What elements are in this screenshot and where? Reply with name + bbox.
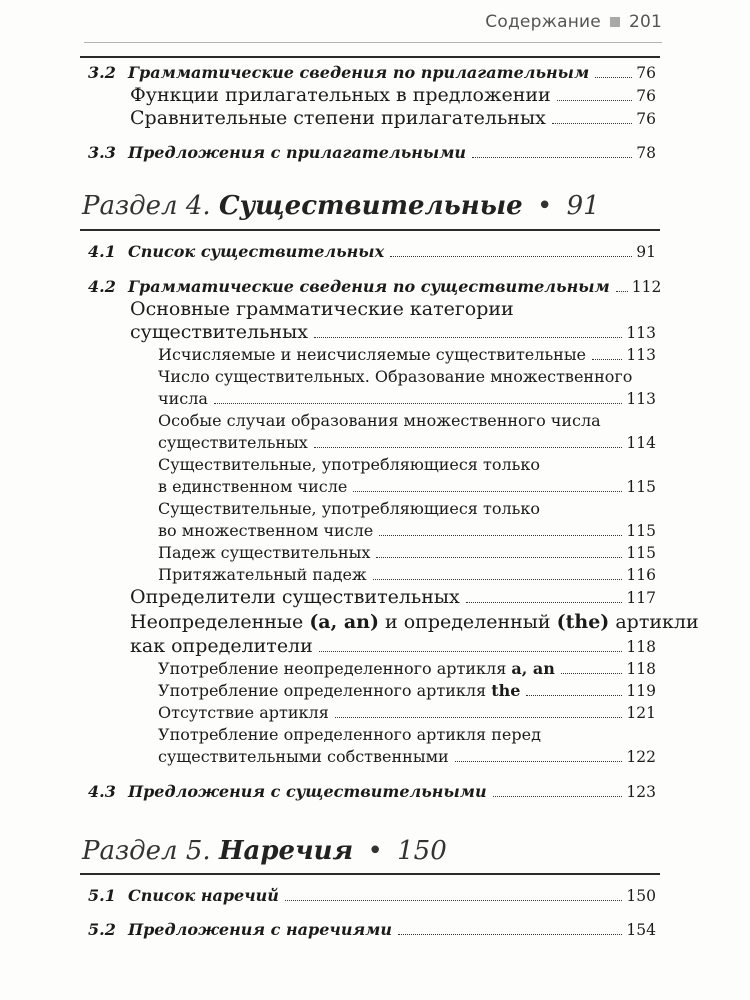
page-ref: 115: [626, 522, 656, 540]
toc-entry-5-2[interactable]: [88, 919, 656, 941]
page-number: 201: [628, 12, 662, 32]
entry-title: Функции прилагательных в предложении: [130, 84, 551, 106]
section-title: Предложения с наречиями: [128, 920, 393, 939]
page-ref: 117: [626, 589, 656, 607]
page-ref: 76: [636, 87, 656, 105]
section-number: 4.1: [88, 242, 116, 261]
leader-dots: [616, 291, 628, 292]
page-ref: 116: [626, 566, 656, 584]
toc-entry-case[interactable]: [88, 542, 656, 564]
page-ref: 115: [626, 544, 656, 562]
part-name: Существительные: [218, 191, 523, 221]
entry-title: как определители: [130, 635, 313, 657]
toc-entry-4-1[interactable]: [88, 241, 656, 263]
leader-dots: [552, 123, 632, 124]
toc-entry-proper-nouns-line1: Употребление определенного артикля перед: [158, 725, 541, 744]
leader-dots: [319, 651, 623, 652]
leader-dots: [526, 695, 622, 696]
running-header-title: Содержание: [485, 12, 601, 32]
leader-dots: [390, 256, 632, 257]
toc-entry-adj-functions[interactable]: [88, 84, 656, 107]
leader-dots: [373, 579, 623, 580]
entry-title-text: Употребление определенного артикля: [158, 681, 492, 700]
entry-title-text: Употребление неопределенного артикля: [158, 659, 512, 678]
toc-entry-countable[interactable]: [88, 344, 656, 366]
entry-title: Исчисляемые и неисчисляемые существительные: [158, 345, 587, 364]
page-ref: 78: [636, 144, 656, 162]
page-ref: 112: [631, 278, 662, 296]
page-ref: 154: [626, 921, 656, 939]
leader-dots: [472, 157, 632, 158]
part-name: Наречия: [218, 836, 354, 866]
page-ref: 118: [626, 638, 656, 656]
leader-dots: [595, 77, 632, 78]
page-ref: 76: [636, 64, 656, 82]
entry-title: [158, 658, 555, 680]
toc-entry-5-1[interactable]: [88, 885, 656, 907]
page-ref: 118: [626, 660, 656, 678]
leader-dots: [592, 359, 622, 360]
leader-dots: [561, 673, 623, 674]
leader-dots: [398, 934, 622, 935]
toc-entry-4-3[interactable]: [88, 781, 656, 803]
part-page: 150: [397, 836, 447, 866]
articles-bold-a-an: (a, an): [309, 611, 379, 633]
toc-entry-3-2[interactable]: [88, 62, 656, 84]
page-ref: 123: [626, 783, 656, 801]
articles-text-3: артикли: [609, 611, 699, 633]
articles-bold-the: (the): [556, 611, 610, 633]
page-ref: 122: [626, 748, 656, 766]
table-of-contents: [82, 56, 699, 941]
leader-dots: [285, 900, 622, 901]
page-ref: 113: [626, 324, 656, 342]
toc-entry-categories[interactable]: [88, 321, 656, 344]
section-number: 4.2: [88, 277, 116, 296]
toc-entry-special-plural-line1: Особые случаи образования множественного числа: [158, 411, 601, 430]
section-title: Предложения с существительными: [128, 782, 487, 801]
leader-dots: [376, 557, 622, 558]
toc-entry-no-article[interactable]: [88, 702, 656, 724]
page-ref: 113: [626, 390, 656, 408]
toc-entry-articles-line1: [88, 610, 699, 635]
part-prefix: Раздел 4.: [82, 191, 211, 221]
toc-entry-4-2[interactable]: [88, 276, 662, 298]
leader-dots: [493, 796, 623, 797]
section-number: 5.2: [88, 920, 116, 939]
running-header: [485, 12, 662, 32]
section-number: 3.3: [88, 143, 116, 162]
entry-title: Сравнительные степени прилагательных: [130, 107, 546, 129]
page-ref: 121: [626, 704, 656, 722]
toc-entry-determiners[interactable]: [88, 586, 656, 610]
toc-entry-plural-line1: Число существительных. Образование множественного: [158, 367, 633, 386]
part-5-heading: [82, 836, 656, 866]
section-number: 4.3: [88, 782, 116, 801]
section-title: Список существительных: [128, 242, 385, 261]
entry-title: Определители существительных: [130, 586, 460, 608]
section-title: Грамматические сведения по существительным: [128, 277, 610, 296]
toc-entry-articles[interactable]: [88, 635, 656, 658]
toc-entry-plural-only[interactable]: [88, 520, 656, 542]
section-title: Список наречий: [128, 886, 279, 905]
toc-entry-special-plural[interactable]: [88, 432, 656, 454]
entry-title: существительных: [158, 433, 308, 452]
toc-entry-singular-only-line1: Существительные, употребляющиеся только: [158, 455, 540, 474]
entry-title-bold: a, an: [511, 659, 555, 678]
section-number: 5.1: [88, 886, 116, 905]
toc-entry-proper-nouns[interactable]: [88, 746, 656, 768]
entry-title: во множественном числе: [158, 521, 374, 540]
header-rule: [84, 42, 662, 43]
leader-dots: [335, 717, 623, 718]
toc-entry-adj-comparison[interactable]: [88, 107, 656, 130]
leader-dots: [314, 337, 622, 338]
leader-dots: [214, 403, 623, 404]
leader-dots: [466, 602, 623, 603]
toc-entry-def-article[interactable]: [88, 680, 656, 702]
toc-entry-singular-only[interactable]: [88, 476, 656, 498]
page-ref: 113: [626, 346, 656, 364]
entry-title: Притяжательный падеж: [158, 565, 367, 584]
leader-dots: [314, 447, 623, 448]
section-title: Предложения с прилагательными: [128, 143, 467, 162]
leader-dots: [353, 491, 622, 492]
part-page: 91: [566, 191, 600, 221]
toc-entry-3-3[interactable]: [88, 142, 656, 164]
page-ref: 150: [626, 887, 656, 905]
toc-entry-categories-line1: Основные грамматические категории: [130, 298, 514, 320]
toc-entry-possessive[interactable]: [88, 564, 656, 586]
toc-entry-indef-article[interactable]: [88, 658, 656, 680]
articles-text-2: и определенный: [378, 611, 557, 633]
entry-title-bold: the: [491, 681, 521, 700]
entry-title: в единственном числе: [158, 477, 348, 496]
part-prefix: Раздел 5.: [82, 836, 211, 866]
part-bullet: •: [367, 836, 383, 866]
toc-entry-plural[interactable]: [88, 388, 656, 410]
page-ref: 119: [626, 682, 656, 700]
entry-title: [158, 680, 520, 702]
articles-text-1: Неопределенные: [130, 611, 310, 633]
toc-entry-plural-only-line1: Существительные, употребляющиеся только: [158, 499, 540, 518]
entry-title: числа: [158, 389, 208, 408]
page-ref: 114: [626, 434, 656, 452]
section-title: Грамматические сведения по прилагательным: [128, 63, 590, 82]
page-ref: 91: [636, 243, 656, 261]
page-ref: 115: [626, 478, 656, 496]
entry-title: существительных: [130, 321, 308, 343]
entry-title: Отсутствие артикля: [158, 703, 329, 722]
leader-dots: [379, 535, 622, 536]
part-bullet: •: [537, 191, 553, 221]
leader-dots: [557, 100, 633, 101]
entry-title: существительными собственными: [158, 747, 449, 766]
square-bullet-icon: [610, 17, 620, 27]
section-number: 3.2: [88, 63, 116, 82]
leader-dots: [455, 761, 623, 762]
part-4-heading: [82, 191, 656, 221]
page-ref: 76: [636, 110, 656, 128]
entry-title: Падеж существительных: [158, 543, 371, 562]
